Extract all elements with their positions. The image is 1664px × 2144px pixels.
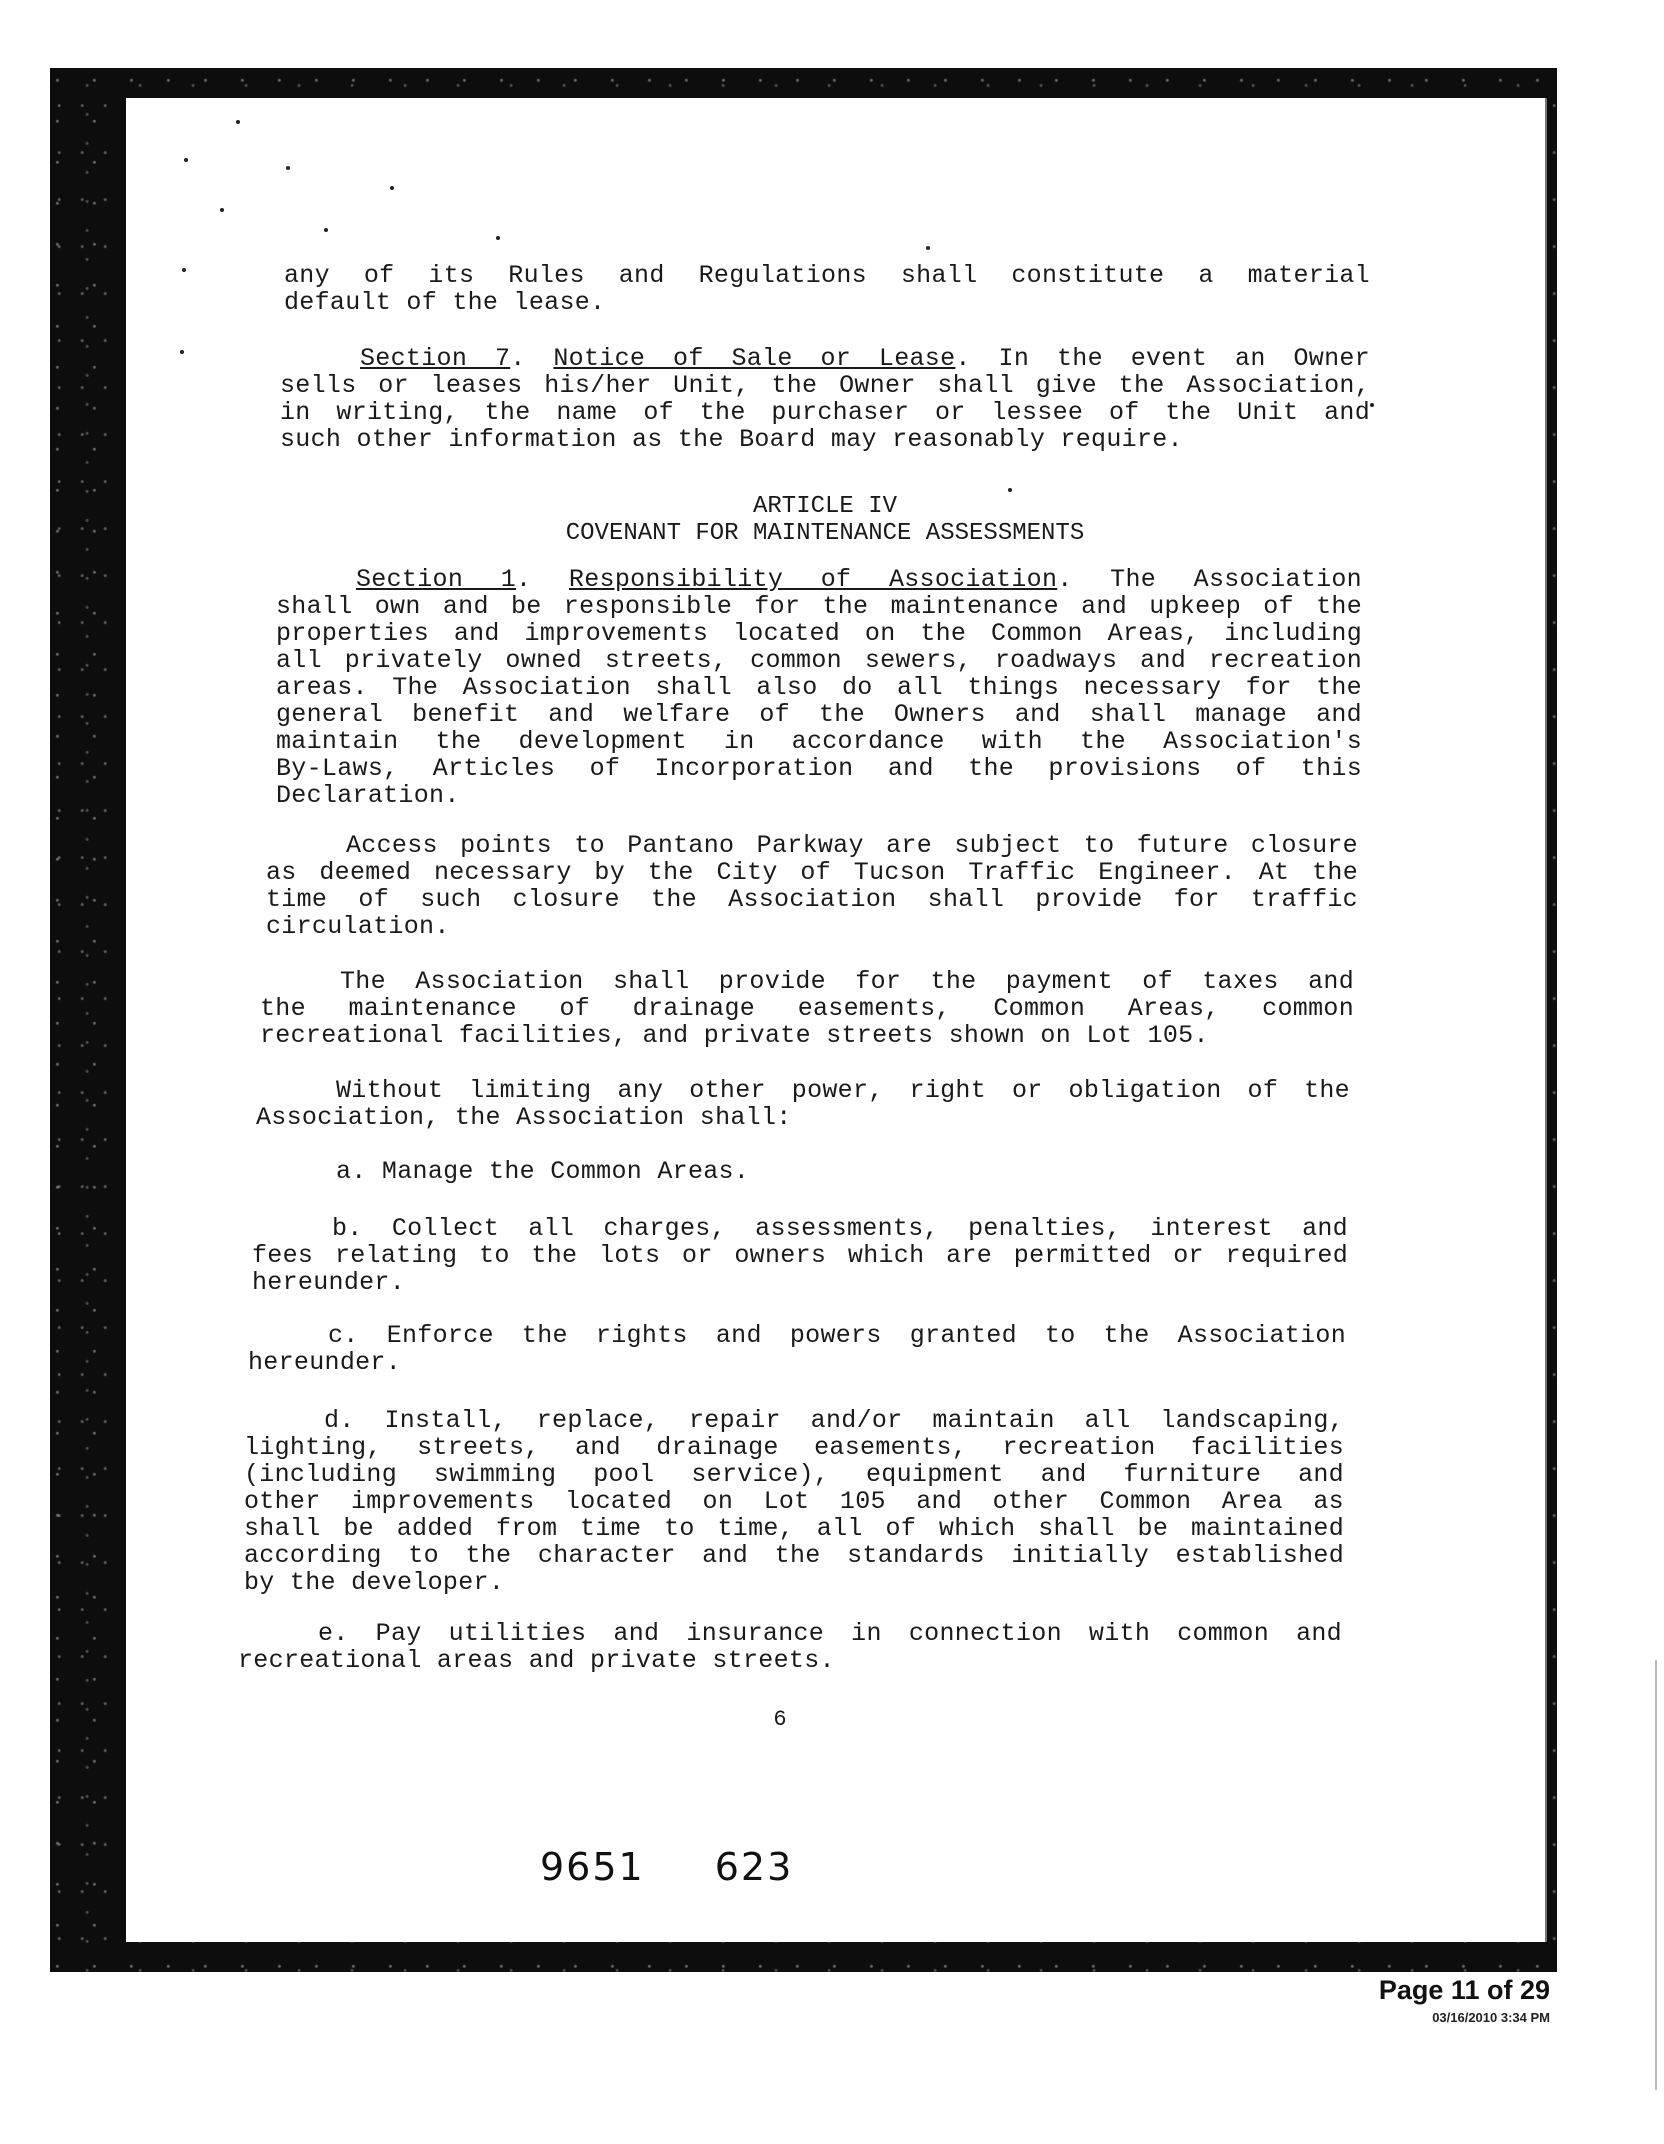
section-7-heading: Section 7: [360, 344, 511, 373]
text-line: such other information as the Board may reasonably require.: [280, 425, 1183, 454]
text-line: time of such closure the Association shall provide for traffic: [266, 885, 1358, 914]
text-line: Access points to Pantano Parkway are subject to future closure: [346, 831, 1358, 860]
text-line: the maintenance of drainage easements, Common Areas, common: [260, 994, 1354, 1023]
text-line: . The Association: [1057, 565, 1362, 594]
section-7-title: Notice of Sale or Lease: [553, 344, 956, 373]
text-line: fees relating to the lots or owners which are permitted or required: [252, 1241, 1348, 1270]
scan-speck: [926, 246, 930, 250]
scan-speck: [220, 208, 224, 212]
text-line: sells or leases his/her Unit, the Owner shall give the Association,: [280, 371, 1370, 400]
text-line: [276, 566, 1362, 593]
text-line: Association, the Association shall:: [256, 1103, 792, 1132]
list-item-d: [244, 1407, 1344, 1596]
text-fragment: .: [516, 565, 569, 594]
list-item-c: [248, 1322, 1346, 1376]
scan-speck: [286, 166, 290, 170]
article-number: ARTICLE IV: [752, 493, 898, 520]
text-line: Declaration.: [276, 781, 460, 810]
text-line: By-Laws, Articles of Incorporation and the provisions of this: [276, 754, 1362, 783]
text-line: properties and improvements located on the Common Areas, including: [276, 619, 1362, 648]
print-timestamp: 03/16/2010 3:34 PM: [1432, 2010, 1550, 2025]
paragraph-without-limiting: [256, 1077, 1350, 1131]
text-line: by the developer.: [244, 1568, 505, 1597]
scan-speck: [180, 350, 184, 354]
text-line: as deemed necessary by the City of Tucson Traffic Engineer. At the: [266, 858, 1358, 887]
section-1-heading: Section 1: [356, 565, 517, 594]
text-line: according to the character and the standards initially established: [244, 1541, 1344, 1570]
text-line: lighting, streets, and drainage easements, recreation facilities: [244, 1433, 1344, 1462]
text-line: shall be added from time to time, all of which shall be maintained: [244, 1514, 1344, 1543]
text-line: The Association shall provide for the payment of taxes and: [340, 967, 1354, 996]
text-line: b. Collect all charges, assessments, penalties, interest and: [332, 1214, 1348, 1243]
section-7-paragraph: [280, 345, 1370, 453]
list-item-e: [238, 1620, 1342, 1674]
text-line: recreational facilities, and private streets shown on Lot 105.: [260, 1021, 1209, 1050]
scan-speck: [1008, 488, 1012, 492]
text-line: circulation.: [266, 912, 450, 941]
text-line: general benefit and welfare of the Owners and shall manage and: [276, 700, 1362, 729]
text-line: e. Pay utilities and insurance in connection with common and: [318, 1619, 1342, 1648]
scan-speck: [236, 120, 240, 124]
text-line: shall own and be responsible for the maintenance and upkeep of the: [276, 592, 1362, 621]
text-line: hereunder.: [248, 1348, 402, 1377]
scan-speck: [496, 236, 500, 240]
text-line: [280, 345, 1370, 372]
text-line: d. Install, replace, repair and/or maintain all landscaping,: [324, 1406, 1344, 1435]
paragraph-lease-default: [284, 262, 1370, 316]
text-line: recreational areas and private streets.: [238, 1646, 835, 1675]
text-line: a. Manage the Common Areas.: [336, 1157, 750, 1186]
text-line: maintain the development in accordance with the Association's: [276, 727, 1362, 756]
scan-speck: [1370, 403, 1374, 407]
text-line: c. Enforce the rights and powers granted to the Association: [328, 1321, 1346, 1350]
printed-page-number: 6: [773, 1707, 787, 1732]
scan-speck: [390, 186, 394, 190]
stamp-page: 623: [714, 1845, 794, 1889]
list-item-a: [256, 1158, 1350, 1185]
text-line: all privately owned streets, common sewers, roadways and recreation: [276, 646, 1362, 675]
text-line: (including swimming pool service), equipment and furniture and: [244, 1460, 1344, 1489]
list-item-b: [252, 1215, 1348, 1296]
article-title: COVENANT FOR MAINTENANCE ASSESSMENTS: [565, 520, 1085, 547]
text-line: in writing, the name of the purchaser or lessee of the Unit and: [280, 398, 1370, 427]
text-fragment: .: [510, 344, 554, 373]
text-line: hereunder.: [252, 1268, 406, 1297]
scan-speck: [324, 228, 328, 232]
text-line: other improvements located on Lot 105 and other Common Area as: [244, 1487, 1344, 1516]
viewer-edge-rule: [1655, 1660, 1657, 2090]
paragraph-taxes: [260, 968, 1354, 1049]
text-line: areas. The Association shall also do all things necessary for the: [276, 673, 1362, 702]
page-indicator: Page 11 of 29: [1378, 1975, 1550, 2005]
text-line: Without limiting any other power, right or obligation of the: [336, 1076, 1350, 1105]
recording-stamp: [540, 1845, 863, 1889]
text-line: . In the event an Owner: [955, 344, 1370, 373]
stamp-docket: 9651: [540, 1845, 645, 1889]
section-1-paragraph: [276, 566, 1362, 809]
scan-speck: [184, 158, 188, 162]
paragraph-access-points: [266, 832, 1358, 940]
section-1-title: Responsibility of Association: [568, 565, 1058, 594]
text-line: default of the lease.: [284, 288, 606, 317]
scan-speck: [182, 268, 186, 272]
text-line: any of its Rules and Regulations shall constitute a material: [284, 261, 1370, 290]
